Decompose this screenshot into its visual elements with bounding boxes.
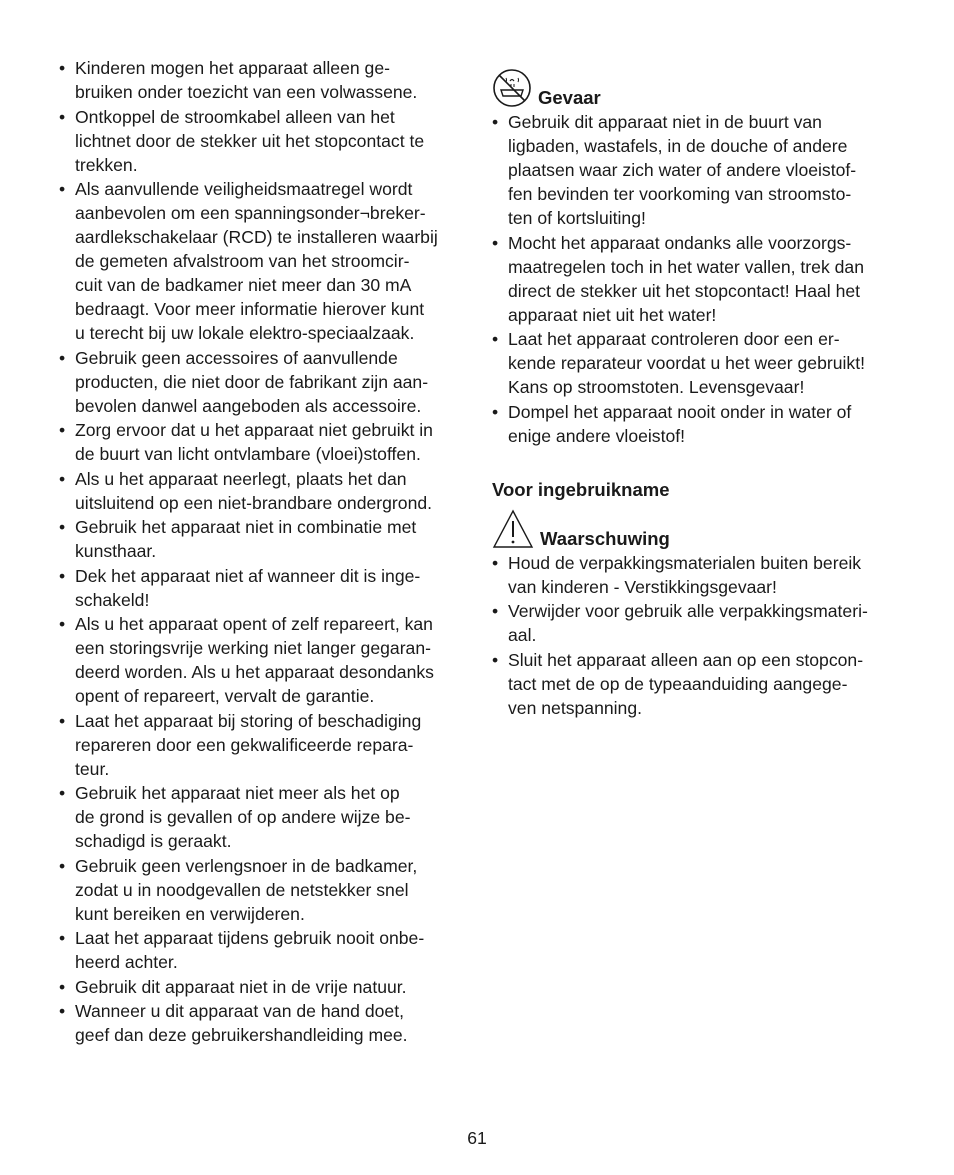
bullet-icon: • <box>492 552 499 573</box>
list-item-line: bedraagt. Voor meer informatie hierover kunt <box>75 299 425 319</box>
list-item-line: Laat het apparaat controleren door een er- <box>508 329 840 349</box>
list-item-line: Wanneer u dit apparaat van de hand doet, <box>75 1001 404 1021</box>
list-item-line: plaatsen waar zich water of andere vloeistof- <box>508 160 857 180</box>
list-item-line: ven netspanning. <box>508 697 643 718</box>
list-item <box>59 105 469 177</box>
left-column <box>59 56 469 1048</box>
list-item-line: Ontkoppel de stroomkabel alleen van het <box>75 106 395 127</box>
list-item-line: producten, die niet door de fabrikant zijn aan- <box>75 371 429 392</box>
list-item-line: u terecht bij uw lokale elektro-speciaalzaak. <box>75 323 415 343</box>
bullet-icon: • <box>59 347 66 368</box>
list-item-line: kunt bereiken en verwijderen. <box>75 903 305 924</box>
list-item-line: kende reparateur voordat u het weer gebruikt! <box>508 353 865 373</box>
list-item-line: direct de stekker uit het stopcontact! Haal het <box>508 280 861 301</box>
list-item-line: geef dan deze gebruikershandleiding mee. <box>75 1025 408 1045</box>
warning-bullet-list <box>492 551 902 720</box>
list-item-line: tact met de op de typeaanduiding aangege- <box>508 673 848 694</box>
list-item <box>59 854 469 926</box>
bullet-icon: • <box>59 565 66 586</box>
bullet-icon: • <box>59 58 66 78</box>
list-item <box>59 975 469 999</box>
list-item-line: enige andere vloeistof! <box>508 425 686 446</box>
bullet-icon: • <box>59 106 66 127</box>
list-item-line: lichtnet door de stekker uit het stopcontact te <box>75 130 425 151</box>
list-item <box>59 418 469 466</box>
list-item-line: bevolen danwel aangeboden als accessoire. <box>75 395 422 416</box>
list-item <box>59 999 469 1047</box>
list-item-line: de buurt van licht ontvlambare (vloei)stoffen. <box>75 444 421 464</box>
bullet-icon: • <box>59 420 66 440</box>
list-item-line: bruiken onder toezicht van een volwassene. <box>75 82 418 102</box>
warning-heading-row <box>492 505 902 549</box>
list-item-line: Gebruik dit apparaat niet in de vrije natuur. <box>75 976 407 997</box>
list-item-line: Dompel het apparaat nooit onder in water of <box>508 401 852 422</box>
list-item-line: Als u het apparaat opent of zelf repareert, kan <box>75 614 433 634</box>
bullet-icon: • <box>492 329 499 349</box>
bullet-icon: • <box>492 601 499 621</box>
list-item-line: Sluit het apparaat alleen aan op een stopcon- <box>508 649 864 670</box>
list-item-line: aal. <box>508 625 537 645</box>
list-item <box>59 926 469 974</box>
list-item <box>59 515 469 563</box>
list-item-line: deerd worden. Als u het apparaat desondanks <box>75 662 434 682</box>
bullet-icon: • <box>59 710 66 731</box>
list-item-line: zodat u in noodgevallen de netstekker snel <box>75 879 409 900</box>
list-item-line: Gebruik geen verlengsnoer in de badkamer, <box>75 855 418 876</box>
list-item-line: ten of kortsluiting! <box>508 208 646 228</box>
list-item-line: van kinderen - Verstikkingsgevaar! <box>508 576 777 597</box>
list-item-line: Gebruik geen accessoires of aanvullende <box>75 347 398 368</box>
list-item <box>59 781 469 853</box>
list-item-line: aanbevolen om een spanningsonder¬breker- <box>75 203 426 223</box>
list-item-line: opent of repareert, vervalt de garantie. <box>75 686 375 706</box>
list-item-line: Laat het apparaat bij storing of beschadiging <box>75 710 422 731</box>
list-item-line: trekken. <box>75 154 138 175</box>
list-item <box>59 564 469 612</box>
bullet-icon: • <box>59 468 66 489</box>
list-item-line: Mocht het apparaat ondanks alle voorzorgs- <box>508 232 852 253</box>
bullet-icon: • <box>59 855 66 876</box>
list-item-line: ligbaden, wastafels, in de douche of andere <box>508 136 848 156</box>
list-item <box>59 709 469 781</box>
list-item <box>492 551 902 599</box>
bullet-icon: • <box>59 1001 66 1021</box>
list-item-line: de grond is gevallen of op andere wijze be- <box>75 807 411 827</box>
list-item-line: repareren door een gekwalificeerde repara- <box>75 734 414 755</box>
list-item <box>59 612 469 708</box>
list-item-line: aardlekschakelaar (RCD) te installeren waarbij <box>75 227 438 247</box>
list-item-line: Houd de verpakkingsmaterialen buiten bereik <box>508 552 862 573</box>
bullet-icon: • <box>59 783 66 803</box>
bullet-icon: • <box>492 112 499 132</box>
bullet-icon: • <box>492 401 499 422</box>
danger-heading: Gevaar <box>538 87 601 108</box>
left-bullet-list <box>59 56 469 1047</box>
list-item-line: Als aanvullende veiligheidsmaatregel wordt <box>75 179 413 199</box>
list-item <box>492 400 902 448</box>
list-item <box>59 467 469 515</box>
page-number: 61 <box>467 1128 487 1148</box>
bullet-icon: • <box>59 976 66 997</box>
list-item-line: Verwijder voor gebruik alle verpakkingsmateri- <box>508 601 868 621</box>
bullet-icon: • <box>492 232 499 253</box>
list-item <box>492 599 902 647</box>
list-item-line: Gebruik het apparaat niet meer als het op <box>75 783 400 803</box>
bullet-icon: • <box>59 179 66 199</box>
list-item <box>492 648 902 720</box>
list-item-line: Dek het apparaat niet af wanneer dit is inge- <box>75 565 421 586</box>
list-item-line: schadigd is geraakt. <box>75 831 232 851</box>
bullet-icon: • <box>59 517 66 537</box>
list-item <box>492 327 902 399</box>
list-item-line: schakeld! <box>75 589 150 610</box>
list-item-line: apparaat niet uit het water! <box>508 304 717 325</box>
danger-bullet-list <box>492 110 902 448</box>
list-item-line: Als u het apparaat neerlegt, plaats het dan <box>75 468 407 489</box>
list-item <box>492 231 902 327</box>
bullet-icon: • <box>492 649 499 670</box>
list-item <box>59 56 469 104</box>
list-item-line: teur. <box>75 758 110 779</box>
list-item <box>59 177 469 345</box>
bullet-icon: • <box>59 614 66 634</box>
list-item-line: Kans op stroomstoten. Levensgevaar! <box>508 377 805 397</box>
warning-triangle-icon <box>492 509 534 549</box>
list-item-line: cuit van de badkamer niet meer dan 30 mA <box>75 275 412 295</box>
list-item-line: Zorg ervoor dat u het apparaat niet gebruikt in <box>75 420 433 440</box>
list-item <box>59 346 469 418</box>
section-title: Voor ingebruikname <box>492 478 670 500</box>
list-item-line: een storingsvrije werking niet langer gegaran- <box>75 638 431 658</box>
list-item-line: uitsluitend op een niet-brandbare ondergrond. <box>75 492 433 513</box>
list-item-line: Kinderen mogen het apparaat alleen ge- <box>75 58 390 78</box>
list-item <box>492 110 902 230</box>
list-item-line: heerd achter. <box>75 952 178 972</box>
no-water-bath-icon <box>492 68 532 108</box>
list-item-line: kunsthaar. <box>75 541 157 561</box>
list-item-line: Gebruik dit apparaat niet in de buurt van <box>508 112 822 132</box>
list-item-line: Gebruik het apparaat niet in combinatie met <box>75 517 417 537</box>
right-column <box>492 58 902 720</box>
list-item-line: fen bevinden ter voorkoming van stroomsto- <box>508 184 852 204</box>
bullet-icon: • <box>59 928 66 948</box>
list-item-line: maatregelen toch in het water vallen, trek dan <box>508 256 864 277</box>
warning-heading: Waarschuwing <box>540 527 670 549</box>
list-item-line: de gemeten afvalstroom van het stroomcir- <box>75 251 410 271</box>
list-item-line: Laat het apparaat tijdens gebruik nooit onbe- <box>75 928 425 948</box>
danger-heading-row <box>492 58 902 108</box>
